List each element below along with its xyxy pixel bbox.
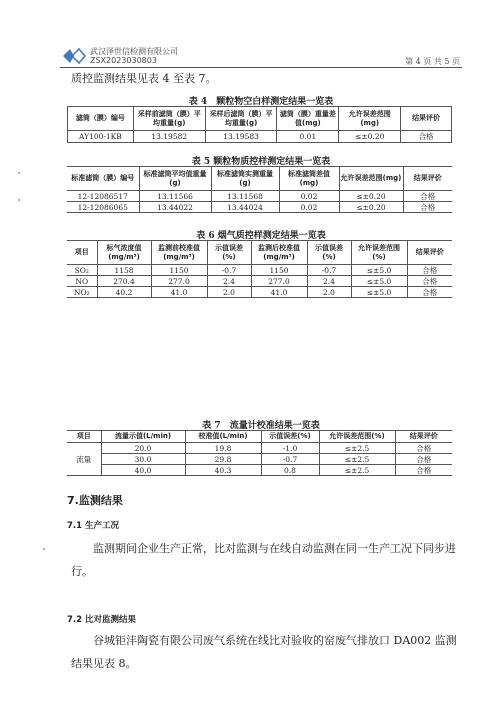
- table6-header: 允许误差范围(%): [351, 241, 407, 265]
- table6-cell: ≤±5.0: [351, 276, 407, 287]
- table-row: [67, 276, 452, 287]
- table6-cell: NO: [67, 276, 97, 287]
- table7-header: 示值误差(%): [261, 431, 319, 443]
- table6-cell: 1158: [97, 265, 151, 276]
- table7-header: 结果评价: [395, 431, 452, 443]
- table6-cell: 277.0: [151, 276, 207, 287]
- table5-cell: ≤±0.20: [339, 191, 403, 202]
- table6-cell: 41.0: [251, 287, 307, 298]
- table7-cell: 合格: [395, 443, 452, 454]
- page-header: [60, 46, 462, 68]
- table6-cell: 40.2: [97, 287, 151, 298]
- page-number: 第 4 页 共 5 页: [405, 57, 460, 66]
- company-name: 武汉泽世信检测有限公司: [90, 47, 178, 56]
- table5-cell: 13.11568: [211, 191, 279, 202]
- table7-header: 流量示值(L/min): [101, 431, 185, 443]
- table6-header: 标气浓度值(mg/m³): [97, 241, 151, 265]
- scan-speck: [43, 548, 45, 550]
- table5-cell: 0.02: [279, 202, 339, 213]
- table5-header: 标准滤筒（膜）编号: [67, 167, 139, 191]
- table6-cell: 1150: [151, 265, 207, 276]
- table5-cell: 13.11566: [139, 191, 211, 202]
- table6-header: 监测后校准值(mg/m³): [251, 241, 307, 265]
- table5-cell: 0.02: [279, 191, 339, 202]
- table5-header: 标准滤筒实测重量(g): [211, 167, 279, 191]
- table7-cell: 29.8: [185, 454, 261, 465]
- table5-caption: 表 5 颗粒物质控样测定结果一览表: [191, 157, 331, 167]
- table7-cell: 20.0: [101, 443, 185, 454]
- table7-header: 允许误差范围(%): [319, 431, 395, 443]
- table4-cell: ≤±0.20: [339, 131, 401, 143]
- table6-cell: 41.0: [151, 287, 207, 298]
- table6-cell: SO₂: [67, 265, 97, 276]
- table5-cell: 12-12086517: [67, 191, 139, 202]
- table7-cell: ≤±2.5: [319, 454, 395, 465]
- table6-cell: ≤±5.0: [351, 265, 407, 276]
- table4-header: 滤筒（膜）编号: [68, 107, 134, 131]
- table5: [67, 166, 452, 213]
- table4-header: 滤筒（膜）重量差值(mg): [277, 107, 339, 131]
- table5-cell: ≤±0.20: [339, 202, 403, 213]
- table4: [67, 106, 452, 143]
- table4-cell: 13.19583: [205, 131, 277, 143]
- table6-cell: 合格: [407, 276, 452, 287]
- table6-cell: 2.4: [307, 276, 351, 287]
- table5-header: 标准滤筒平均值重量(g): [139, 167, 211, 191]
- table6-cell: 合格: [407, 287, 452, 298]
- table5-cell: 合格: [403, 202, 452, 213]
- table5-cell: 12-12086065: [67, 202, 139, 213]
- table7-cell: ≤±2.5: [319, 465, 395, 476]
- table6-cell: 270.4: [97, 276, 151, 287]
- table6-header: 结果评价: [407, 241, 452, 265]
- table7-caption: 表 7 流量计校准结果一览表: [202, 421, 320, 431]
- table5-cell: 13.44024: [211, 202, 279, 213]
- table4-cell: 合格: [401, 131, 452, 143]
- table6-cell: NO₂: [67, 287, 97, 298]
- subsection-title-7-1: 7.1 生产工况: [67, 521, 120, 531]
- table-row: [67, 265, 452, 276]
- table6-cell: 2.0: [307, 287, 351, 298]
- table-row: [68, 131, 452, 143]
- table-row: [67, 454, 452, 465]
- table6-cell: 2.4: [207, 276, 251, 287]
- table-row: [67, 443, 452, 454]
- table7-cell: 40.3: [185, 465, 261, 476]
- report-number: ZSX2023030803: [90, 56, 157, 65]
- paragraph-7-1: 监测期间企业生产正常，比对监测与在线自动监测在同一生产工况下同步进行。: [71, 542, 456, 578]
- table4-header: 采样后滤筒（膜）平均重量(g): [205, 107, 277, 131]
- table6-cell: ≤±5.0: [351, 287, 407, 298]
- table-row: [67, 202, 452, 213]
- table6-cell: 1150: [251, 265, 307, 276]
- table7-cell: 合格: [395, 465, 452, 476]
- table4-cell: 13.19582: [133, 131, 205, 143]
- scan-speck: [18, 199, 20, 201]
- scan-speck: [18, 172, 20, 174]
- table7-cell: -1.0: [261, 443, 319, 454]
- table6-header: 项目: [67, 241, 97, 265]
- table7-header: 校准值(L/min): [185, 431, 261, 443]
- table6: [67, 240, 452, 298]
- table7-cell: 19.8: [185, 443, 261, 454]
- table6-caption: 表 6 烟气质控样测定结果一览表: [196, 231, 326, 241]
- table5-header: 结果评价: [403, 167, 452, 191]
- table4-cell: 0.01: [277, 131, 339, 143]
- table5-header: 标准滤筒差值(mg): [279, 167, 339, 191]
- table6-cell: 2.0: [207, 287, 251, 298]
- table6-cell: 合格: [407, 265, 452, 276]
- table4-caption: 表 4 颗粒物空白样测定结果一览表: [188, 97, 334, 107]
- table6-header: 监测前校准值(mg/m³): [151, 241, 207, 265]
- table6-cell: -0.7: [207, 265, 251, 276]
- subsection-title-7-2: 7.2 比对监测结果: [67, 615, 137, 625]
- table-row: [67, 191, 452, 202]
- table6-cell: -0.7: [307, 265, 351, 276]
- table7-cell: 合格: [395, 454, 452, 465]
- table5-cell: 13.44022: [139, 202, 211, 213]
- table4-header: 采样前滤筒（膜）平均重量(g): [133, 107, 205, 131]
- paragraph-7-2: 谷城钜沣陶瓷有限公司废气系统在线比对验收的窑废气排放口 DA002 监测结果见表 8。: [71, 634, 457, 670]
- table7-cell: ≤±2.5: [319, 443, 395, 454]
- table-row: [67, 287, 452, 298]
- table7-cell: -0.7: [261, 454, 319, 465]
- intro-text: 质控监测结果见表 4 至表 7。: [71, 72, 217, 85]
- table6-header: 示值误差(%): [207, 241, 251, 265]
- table7-item-cell: 流量: [67, 443, 101, 476]
- table7-header: 项目: [67, 431, 101, 443]
- table7-cell: 30.0: [101, 454, 185, 465]
- company-logo-icon: [60, 46, 88, 66]
- table6-cell: 277.0: [251, 276, 307, 287]
- table4-header: 允许误差范围(mg): [339, 107, 401, 131]
- table5-cell: 合格: [403, 191, 452, 202]
- section-title: 7.监测结果: [67, 494, 123, 507]
- table7-cell: 0.8: [261, 465, 319, 476]
- table4-cell: AY100-1KB: [68, 131, 134, 143]
- table-row: [67, 465, 452, 476]
- table6-header: 示值误差(%): [307, 241, 351, 265]
- table5-header: 允许误差范围(mg): [339, 167, 403, 191]
- table7: [67, 430, 452, 476]
- table7-cell: 40.0: [101, 465, 185, 476]
- table4-header: 结果评价: [401, 107, 452, 131]
